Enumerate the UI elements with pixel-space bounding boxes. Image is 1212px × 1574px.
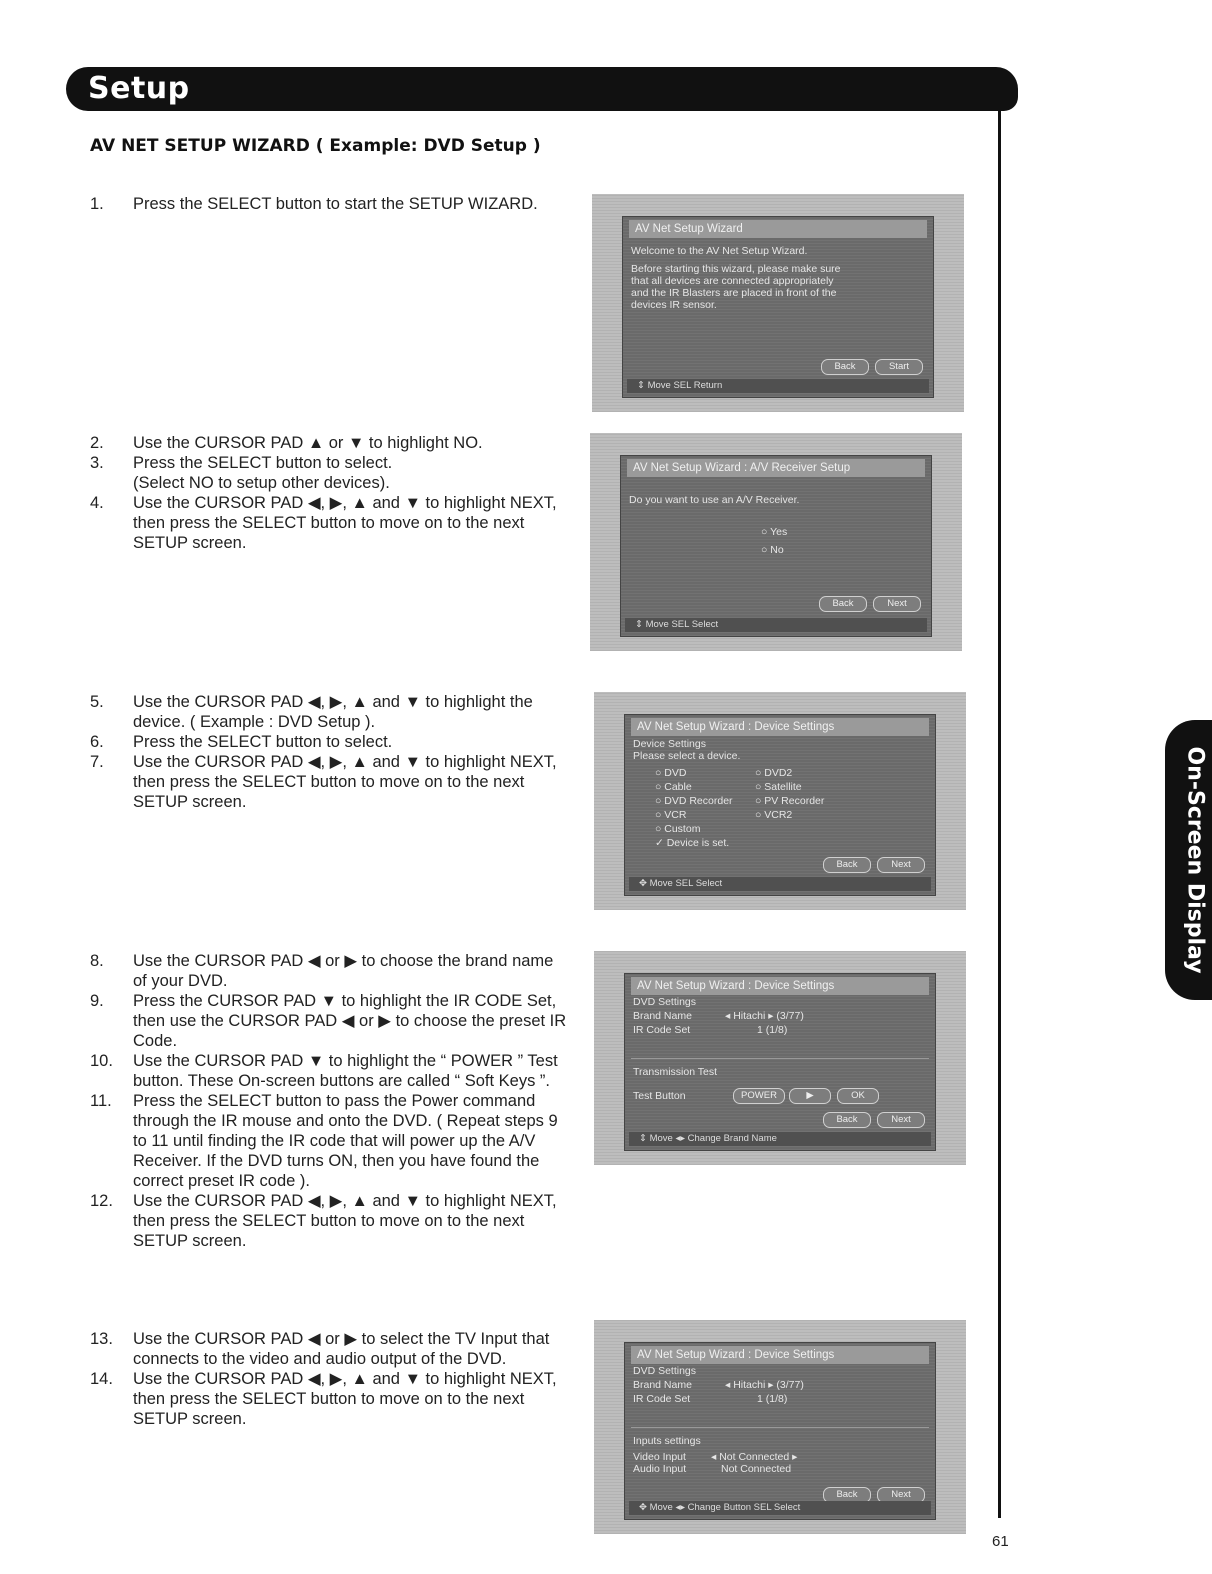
step-group-3 (90, 692, 570, 812)
step (90, 1091, 570, 1191)
step-text: Use the CURSOR PAD ▲ or ▼ to highlight NO. (133, 434, 483, 452)
ircode-selector[interactable]: 1 (1/8) (757, 1393, 788, 1405)
screen-text: Please select a device. (633, 750, 741, 762)
ircode-selector[interactable]: 1 (1/8) (757, 1024, 788, 1036)
screen-text: Brand Name (633, 1379, 692, 1391)
brand-selector[interactable]: ◂ Hitachi ▸ (3/77) (725, 1379, 804, 1391)
device-option-vcr2[interactable]: ○ VCR2 (755, 809, 793, 821)
screen-text: and the IR Blasters are placed in front of the (631, 287, 837, 299)
device-option-satellite[interactable]: ○ Satellite (755, 781, 802, 793)
step-text: Press the SELECT button to select. (133, 733, 393, 751)
screen-footer: ⇕ Move SEL Select (625, 618, 927, 632)
step-text: Use the CURSOR PAD ◀, ▶, ▲ and ▼ to highlight NEXT, then press the SELECT button to move on to the next SETUP screen. (133, 494, 557, 552)
screen-title: AV Net Setup Wizard (629, 220, 927, 238)
screen-text: Video Input (633, 1451, 686, 1463)
step (90, 752, 570, 812)
header-bar (66, 67, 1018, 111)
step-number: 2. (90, 434, 104, 452)
device-option-cable[interactable]: ○ Cable (655, 781, 692, 793)
step (90, 1051, 570, 1091)
step-text: Use the CURSOR PAD ◀ or ▶ to select the TV Input that connects to the video and audio output of the DVD. (133, 1330, 550, 1368)
screen-dvd-settings (594, 951, 966, 1165)
next-button[interactable]: Next (877, 857, 925, 873)
step-group-4 (90, 951, 570, 1251)
page-number: 61 (992, 1533, 1009, 1550)
step-group-1 (90, 194, 570, 214)
back-button[interactable]: Back (823, 857, 871, 873)
screen-footer: ⇕ Move ◂▸ Change Brand Name (629, 1132, 931, 1146)
step-text: Use the CURSOR PAD ◀ or ▶ to choose the brand name of your DVD. (133, 952, 554, 990)
step (90, 493, 570, 553)
screen-text: Audio Input (633, 1463, 687, 1475)
step-number: 6. (90, 733, 104, 751)
screen-text: Brand Name (633, 1010, 692, 1022)
video-input-selector[interactable]: ◂ Not Connected ▸ (711, 1451, 798, 1463)
step-group-2 (90, 433, 570, 553)
step (90, 951, 570, 991)
back-button[interactable]: Back (823, 1487, 871, 1503)
screen-title: AV Net Setup Wizard : Device Settings (631, 1346, 929, 1364)
step-text: Press the SELECT button to pass the Power command through the IR mouse and onto the DVD. ( Repeat steps 9 to 11 until finding the IR code that will power up the A/V Receiver. If the DVD turns ON, then you have found the correct preset IR code ). (133, 1092, 558, 1190)
screen-device-select (594, 692, 966, 910)
step (90, 1191, 570, 1251)
step-number: 11. (90, 1092, 112, 1110)
no-option[interactable]: ○ No (761, 544, 784, 556)
step-number: 4. (90, 494, 104, 512)
back-button[interactable]: Back (823, 1112, 871, 1128)
step-number: 9. (90, 992, 104, 1010)
screen-panel (620, 455, 932, 637)
step-number: 1. (90, 195, 104, 213)
screen-text: devices IR sensor. (631, 299, 717, 311)
device-set-note: ✓ Device is set. (655, 837, 730, 849)
screen-footer: ✥ Move ◂▸ Change Button SEL Select (629, 1501, 931, 1515)
device-option-vcr[interactable]: ○ VCR (655, 809, 687, 821)
step-text: Use the CURSOR PAD ◀, ▶, ▲ and ▼ to highlight NEXT, then press the SELECT button to move on to the next SETUP screen. (133, 1192, 557, 1250)
device-option-custom[interactable]: ○ Custom (655, 823, 701, 835)
step (90, 1329, 570, 1369)
step-number: 5. (90, 693, 104, 711)
screen-divider (631, 1427, 929, 1428)
screen-text: Device Settings (633, 738, 706, 750)
screen-footer: ✥ Move SEL Select (629, 877, 931, 891)
back-button[interactable]: Back (819, 596, 867, 612)
screen-panel (624, 714, 936, 896)
screen-panel (624, 973, 936, 1151)
screen-title: AV Net Setup Wizard : Device Settings (631, 718, 929, 736)
step (90, 453, 570, 493)
ok-soft-key[interactable]: OK (837, 1088, 879, 1104)
screen-text: that all devices are connected appropriately (631, 275, 834, 287)
device-option-pv-recorder[interactable]: ○ PV Recorder (755, 795, 825, 807)
step (90, 433, 570, 453)
screen-text: DVD Settings (633, 996, 697, 1008)
audio-input-value[interactable]: Not Connected (721, 1463, 792, 1475)
screen-text: Transmission Test (633, 1066, 718, 1078)
step-number: 14. (90, 1370, 113, 1388)
step-number: 12. (90, 1192, 113, 1210)
step-number: 3. (90, 454, 104, 472)
step-text: Use the CURSOR PAD ▼ to highlight the “ POWER ” Test button. These On-screen buttons are called “ Soft Keys ”. (133, 1052, 558, 1090)
device-option-dvd-recorder[interactable]: ○ DVD Recorder (655, 795, 733, 807)
side-tab (1165, 720, 1212, 1000)
step (90, 732, 570, 752)
step-text: Press the CURSOR PAD ▼ to highlight the IR CODE Set, then use the CURSOR PAD ◀ or ▶ to choose the preset IR Code. (133, 992, 567, 1050)
step (90, 194, 570, 214)
screen-text: DVD Settings (633, 1365, 697, 1377)
next-button[interactable]: Next (877, 1112, 925, 1128)
step-number: 10. (90, 1052, 113, 1070)
screen-panel (622, 216, 934, 398)
screen-title: AV Net Setup Wizard : Device Settings (631, 977, 929, 995)
screen-text: Welcome to the AV Net Setup Wizard. (631, 245, 808, 257)
step (90, 1369, 570, 1429)
page-divider (998, 100, 1001, 1518)
brand-selector[interactable]: ◂ Hitachi ▸ (3/77) (725, 1010, 804, 1022)
step-text: Press the SELECT button to start the SETUP WIZARD. (133, 195, 538, 213)
step-group-5 (90, 1329, 570, 1429)
side-tab-label: On-Screen Display (1182, 746, 1208, 974)
screen-text: IR Code Set (633, 1393, 691, 1405)
power-soft-key[interactable]: POWER (733, 1088, 785, 1104)
screen-inputs-settings (594, 1320, 966, 1534)
start-button[interactable]: Start (875, 359, 923, 375)
screen-av-receiver (590, 433, 962, 651)
step-text: Use the CURSOR PAD ◀, ▶, ▲ and ▼ to highlight the device. ( Example : DVD Setup ). (133, 693, 533, 731)
step-number: 8. (90, 952, 104, 970)
back-button[interactable]: Back (821, 359, 869, 375)
yes-option[interactable]: ○ Yes (761, 526, 788, 538)
screen-text: Inputs settings (633, 1435, 701, 1447)
screen-text: Test Button (633, 1090, 686, 1102)
device-option-dvd2[interactable]: ○ DVD2 (755, 767, 793, 779)
device-option-dvd[interactable]: ○ DVD (655, 767, 687, 779)
step (90, 991, 570, 1051)
step-number: 7. (90, 753, 104, 771)
step-text: Use the CURSOR PAD ◀, ▶, ▲ and ▼ to highlight NEXT, then press the SELECT button to move on to the next SETUP screen. (133, 753, 557, 811)
step-number: 13. (90, 1330, 113, 1348)
next-button[interactable]: Next (877, 1487, 925, 1503)
screen-text: Before starting this wizard, please make sure (631, 263, 841, 275)
screen-divider (631, 1058, 929, 1059)
next-button[interactable]: Next (873, 596, 921, 612)
screen-welcome (592, 194, 964, 412)
screen-text: Do you want to use an A/V Receiver. (629, 494, 800, 506)
screen-text: IR Code Set (633, 1024, 691, 1036)
section-title: AV NET SETUP WIZARD ( Example: DVD Setup ) (90, 136, 541, 156)
step (90, 692, 570, 732)
step-text: Use the CURSOR PAD ◀, ▶, ▲ and ▼ to highlight NEXT, then press the SELECT button to move on to the next SETUP screen. (133, 1370, 557, 1428)
screen-title: AV Net Setup Wizard : A/V Receiver Setup (627, 459, 925, 477)
play-soft-key[interactable]: ▶ (789, 1088, 831, 1104)
screen-footer: ⇕ Move SEL Return (627, 379, 929, 393)
page-title: Setup (88, 71, 190, 106)
step-text: Press the SELECT button to select. (Select NO to setup other devices). (133, 454, 393, 492)
screen-panel (624, 1342, 936, 1520)
